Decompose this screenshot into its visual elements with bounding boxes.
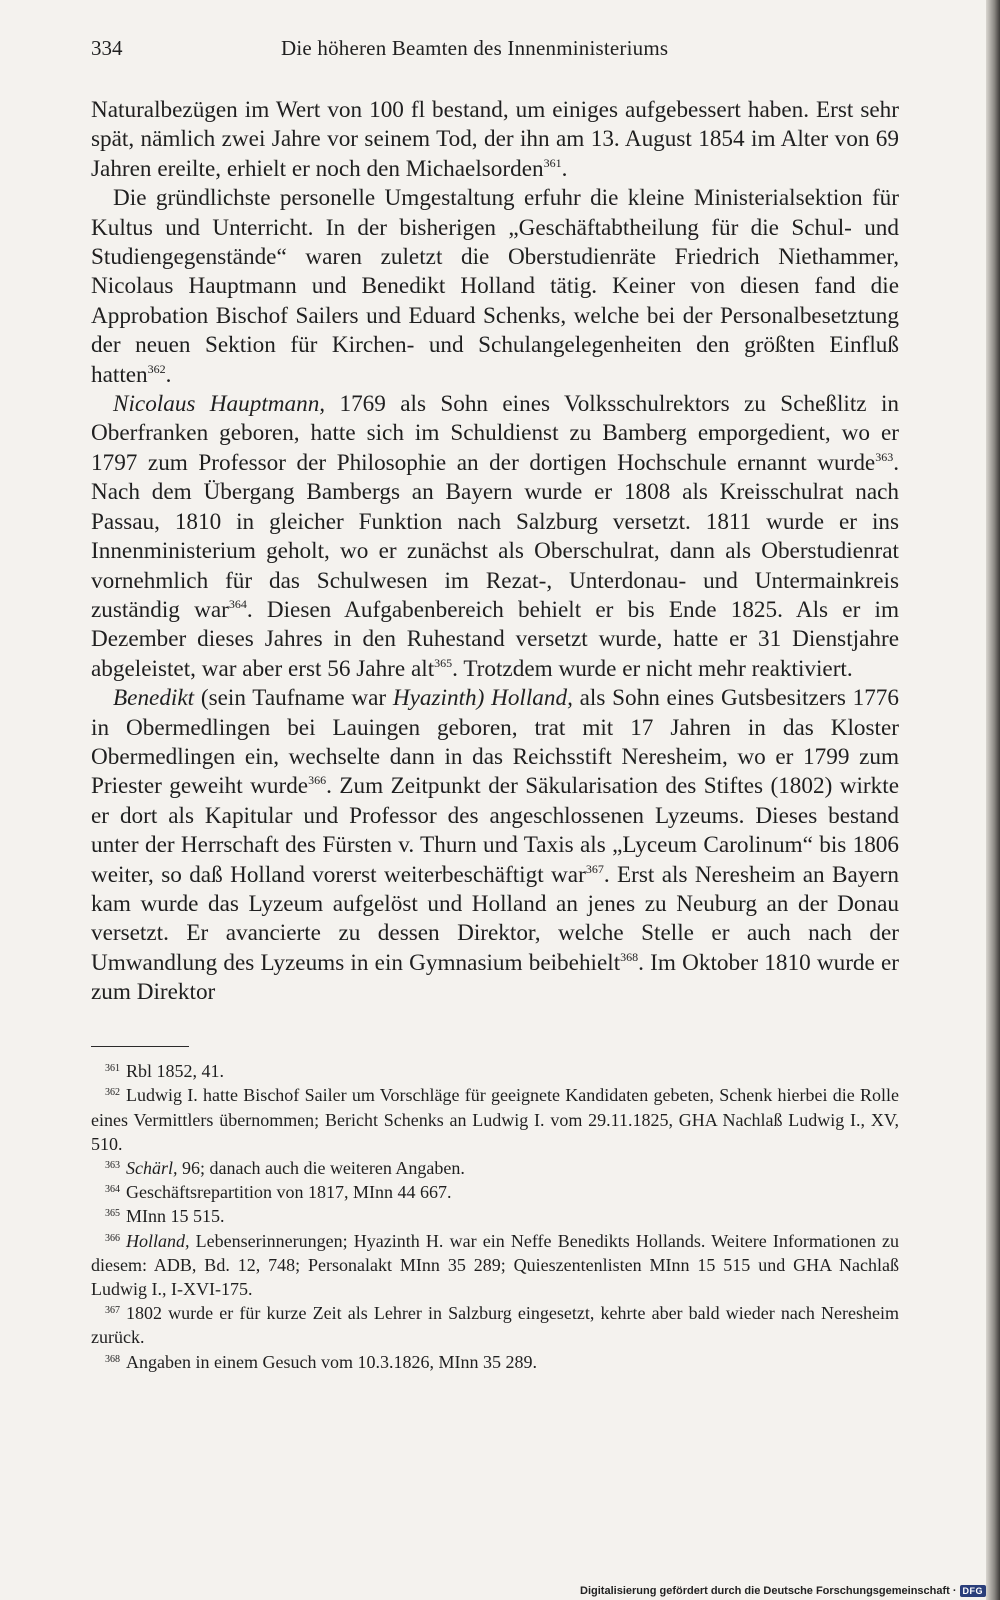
footnote-ref-365: 365 [434,655,453,670]
footnote-364: $^{364}$ Geschäftsrepartition von 1817, MInn 44 667. [105,1182,452,1203]
paragraph-1: Naturalbezügen im Wert von 100 fl bestand, um einiges aufgebessert haben. Erst sehr spät, nämlich zwei Jahre vor seinem Tod, der ihn am 13. August 1854 im Alter von 69 Jahren ereilte, erhielt er noch den Michaelsorden$^{361}$. [91,97,899,182]
footnote-ref-364: 364 [228,596,247,611]
footnote-ref-366: 366 [308,773,327,788]
footnote-ref-362: 362 [147,361,166,376]
footnote-363: $^{363}$ Schärl, 96; danach auch die weiteren Angaben. [105,1157,465,1178]
digitization-credit: Digitalisierung gefördert durch die Deutsche Forschungsgemeinschaft · DFG [580,1585,986,1597]
footnote-366: $^{366}$ Holland, Lebenserinnerungen; Hyazinth H. war ein Neffe Benedikts Hollands. Weitere Informationen zu diesem: ADB, Bd. 12, 748; Personalakt MInn 35 289; Quieszentenlisten MInn 15 515 und GHA Nachlaß Ludwig I., I-XVI-175. [91,1230,899,1299]
scan-page-edge [986,0,1000,1600]
credit-text: Digitalisierung gefördert durch die Deutsche Forschungsgemeinschaft [580,1585,950,1597]
running-head [91,36,899,68]
footnote-367: $^{367}$ 1802 wurde er für kurze Zeit als Lehrer in Salzburg eingesetzt, kehrte aber bald wieder nach Neresheim zurück. [91,1303,899,1348]
footnotes [91,1059,899,1374]
book-page [91,36,899,1374]
main-text [91,96,899,1008]
footnote-rule [91,1046,189,1048]
paragraph-3: Nicolaus Hauptmann, 1769 als Sohn eines Volksschulrektors zu Scheßlitz in Oberfranken geboren, hatte sich im Schuldienst zu Bamberg emporgedient, wo er 1797 zum Professor der Philosophie an der dortigen Hochschule ernannt wurde$^{363}$. Nach dem Übergang Bambergs an Bayern wurde er 1808 als Kreisschulrat nach Passau, 1810 in gleicher Funktion nach Salzburg versetzt. 1811 wurde er ins Innenministerium geholt, wo er zunächst als Oberschulrat, dann als Oberstudienrat vornehmlich für das Schulwesen im Rezat-, Unterdonau- und Untermainkreis zuständig war$^{364}$. Diesen Aufgabenbereich behielt er bis Ende 1825. Als er im Dezember dieses Jahres in den Ruhestand versetzt wurde, hatte er 31 Dienstjahre abgeleistet, war aber erst 56 Jahre alt$^{365}$. Trotzdem wurde er nicht mehr reaktiviert. [91,391,899,682]
footnote-362: $^{362}$ Ludwig I. hatte Bischof Sailer um Vorschläge für geeignete Kandidaten gebeten, Schenk hierbei die Rolle eines Vermittlers übernommen; Bericht Schenks an Ludwig I. vom 29.11.1825, GHA Nachlaß Ludwig I., XV, 510. [91,1085,899,1154]
page-number: 334 [91,36,123,60]
footnote-361: $^{361}$ Rbl 1852, 41. [105,1061,225,1082]
person-name-benedikt: Benedikt [113,685,195,712]
person-name-hauptmann: Nicolaus Hauptmann, [113,391,326,418]
footnote-ref-361: 361 [543,155,562,170]
dfg-logo-icon: DFG [960,1585,987,1597]
paragraph-4: Benedikt (sein Taufname war Hyazinth) Holland, als Sohn eines Gutsbesitzers 1776 in Obermedlingen bei Lauingen geboren, trat mit 17 Jahren in das Kloster Obermedlingen ein, wechselte dann in das Reichsstift Neresheim, wo er 1799 zum Priester geweiht wurde$^{366}$. Zum Zeitpunkt der Säkularisation des Stiftes (1802) wirkte er dort als Kapitular und Professor des angeschlossenen Lyzeums. Dieses bestand unter der Herrschaft des Fürsten v. Thurn und Taxis als „Lyceum Carolinum“ bis 1806 weiter, so daß Holland vorerst weiterbeschäftigt war$^{367}$. Erst als Neresheim an Bayern kam wurde das Lyzeum aufgelöst und Holland an jenes zu Neuburg an der Donau versetzt. Er avancierte zu dessen Direktor, welche Stelle er auch nach der Umwandlung des Lyzeums in ein Gymnasium beibehielt$^{368}$. Im Oktober 1810 wurde er zum Direktor [91,685,900,1006]
footnote-368: $^{368}$ Angaben in einem Gesuch vom 10.3.1826, MInn 35 289. [105,1351,537,1372]
footnote-ref-368: 368 [620,949,639,964]
footnote-ref-367: 367 [585,861,604,876]
running-title: Die höheren Beamten des Innenministeriums [281,36,669,60]
person-name-holland: Hyazinth) Holland, [392,685,573,712]
footnote-ref-363: 363 [875,449,894,464]
paragraph-2: Die gründlichste personelle Umgestaltung erfuhr die kleine Ministerialsektion für Kultus und Unterricht. In der bisherigen „Geschäftabtheilung für die Schul- und Studiengegenstände“ waren zuletzt die Oberstudienräte Friedrich Niethammer, Nicolaus Hauptmann und Benedikt Holland tätig. Keiner von diesen fand die Approbation Bischof Sailers und Eduard Schenks, welche bei der Personalbesetztung der neuen Sektion für Kirchen- und Schulangelegenheiten den größten Einfluß hatten$^{362}$. [91,185,899,388]
footnote-365: $^{365}$ MInn 15 515. [105,1206,225,1227]
